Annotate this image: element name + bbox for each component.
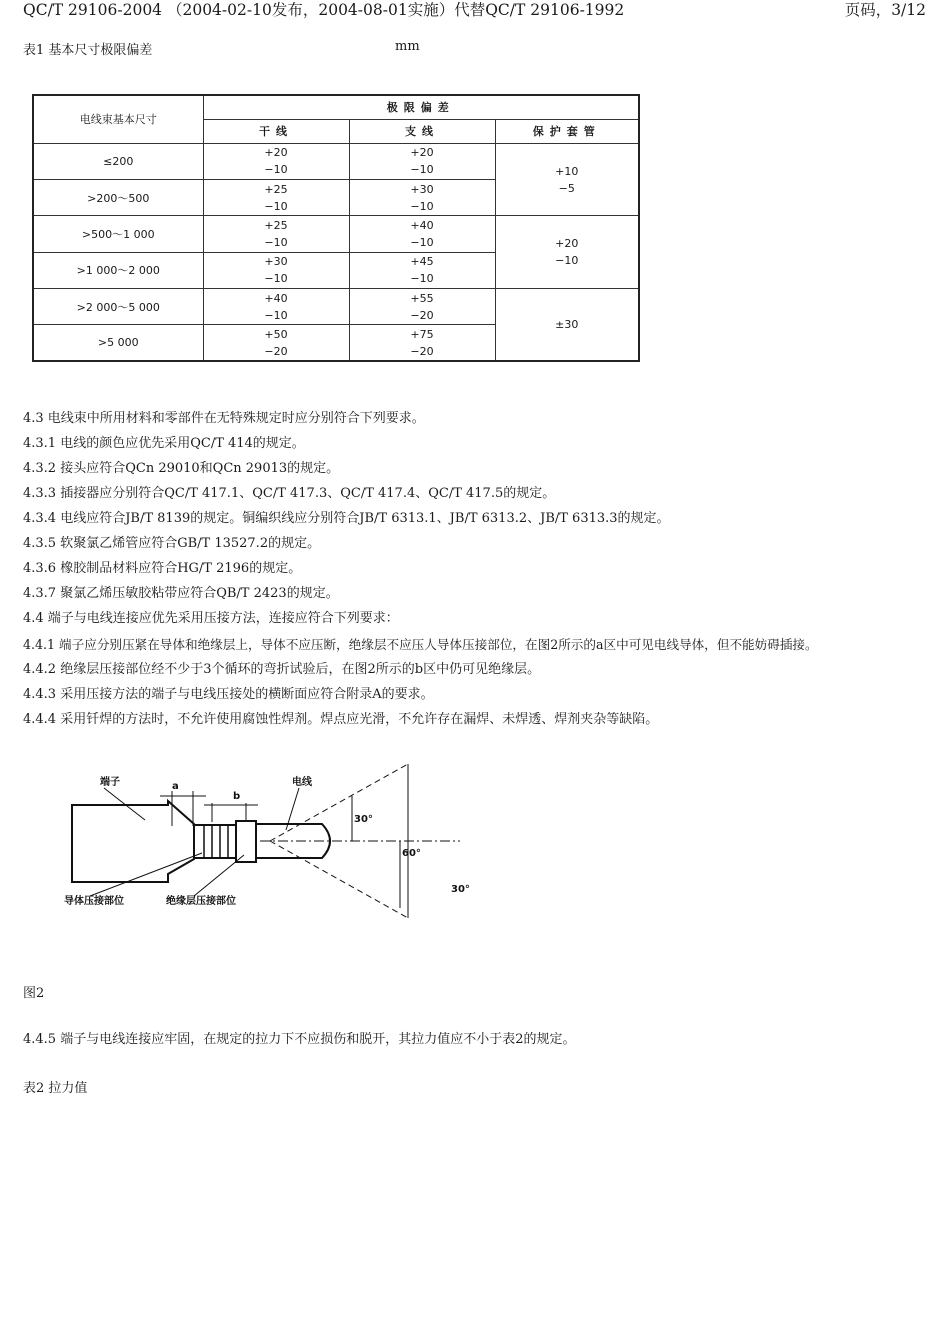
paragraph-4-3-2: 4.3.2 接头应符合QCn 29010和QCn 29013的规定。 (23, 461, 340, 476)
tolerance-table (32, 94, 640, 362)
main-cell: +20 −10 (203, 143, 349, 179)
label-terminal: 端子 (100, 777, 120, 788)
label-conductor-crimp: 导体压接部位 (64, 896, 124, 907)
paragraph-4-4-1: 4.4.1 端子应分别压紧在导体和绝缘层上，导体不应压断，绝缘层不应压人导体压接部位，在图2所示的a区中可见电线导体，但不能妨碍插接。 (23, 637, 818, 652)
header-branch-line: 支线 (349, 119, 495, 143)
label-60: 60° (402, 848, 421, 859)
paragraph-4-4-2: 4.4.2 绝缘层压接部位经不少于3个循环的弯折试验后，在图2所示的b区中仍可见绝缘层。 (23, 662, 541, 677)
paragraph-4-4: 4.4 端子与电线连接应优先采用压接方法，连接应符合下列要求： (23, 611, 399, 626)
label-30-top: 30° (354, 814, 373, 825)
header-size: 电线束基本尺寸 (33, 95, 203, 143)
paragraph-4-3-5: 4.3.5 软聚氯乙烯管应符合GB/T 13527.2的规定。 (23, 536, 321, 551)
document-title: QC/T 29106-2004 （2004-02-10发布，2004-08-01实施）代替QC/T 29106-1992 (23, 1, 625, 19)
sleeve-cell: +20 −10 (495, 216, 639, 289)
paragraph-4-4-3: 4.4.3 采用压接方法的端子与电线压接处的横断面应符合附录A的要求。 (23, 687, 434, 702)
table1-unit: mm (395, 39, 420, 54)
branch-cell: +55 −20 (349, 288, 495, 324)
page-number: 页码，3/12 (844, 1, 926, 19)
sleeve-cell: ±30 (495, 288, 639, 361)
paragraph-4-4-5: 4.4.5 端子与电线连接应牢固，在规定的拉力下不应损伤和脱开，其拉力值应不小于表2的规定。 (23, 1032, 576, 1047)
label-b: b (233, 791, 241, 802)
branch-cell: +45 −10 (349, 252, 495, 288)
figure2-caption: 图2 (23, 986, 45, 1001)
size-cell: ≤200 (33, 143, 203, 179)
main-cell: +30 −10 (203, 252, 349, 288)
main-cell: +50 −20 (203, 325, 349, 361)
page-header (0, 0, 950, 22)
table-row (33, 288, 639, 324)
label-30-bottom: 30° (451, 884, 470, 895)
size-cell: >5 000 (33, 325, 203, 361)
size-cell: >1 000～2 000 (33, 252, 203, 288)
sleeve-cell: +10 −5 (495, 143, 639, 216)
paragraph-4-3-1: 4.3.1 电线的颜色应优先采用QC/T 414的规定。 (23, 436, 305, 451)
size-cell: >2 000～5 000 (33, 288, 203, 324)
table-row (33, 216, 639, 252)
table-row (33, 143, 639, 179)
branch-cell: +40 −10 (349, 216, 495, 252)
paragraph-4-3-3: 4.3.3 插接器应分别符合QC/T 417.1、QC/T 417.3、QC/T 417.4、QC/T 417.5的规定。 (23, 486, 556, 501)
branch-cell: +75 −20 (349, 325, 495, 361)
label-wire: 电线 (292, 777, 312, 788)
paragraph-4-3-6: 4.3.6 橡胶制品材料应符合HG/T 2196的规定。 (23, 561, 302, 576)
paragraph-4-3-7: 4.3.7 聚氯乙烯压敏胶粘带应符合QB/T 2423的规定。 (23, 586, 339, 601)
label-a: a (172, 781, 179, 792)
paragraph-4-3-4: 4.3.4 电线应符合JB/T 8139的规定。铜编织线应分别符合JB/T 6313.1、JB/T 6313.2、JB/T 6313.3的规定。 (23, 511, 670, 526)
main-cell: +40 −10 (203, 288, 349, 324)
branch-cell: +30 −10 (349, 180, 495, 216)
main-cell: +25 −10 (203, 180, 349, 216)
header-sleeve: 保护套管 (495, 119, 639, 143)
header-main-line: 干线 (203, 119, 349, 143)
table2-caption: 表2 拉力值 (23, 1081, 88, 1096)
table1-caption: 表1 基本尺寸极限偏差 (23, 43, 153, 58)
label-insulation-crimp: 绝缘层压接部位 (166, 896, 236, 907)
size-cell: >500～1 000 (33, 216, 203, 252)
branch-cell: +20 −10 (349, 143, 495, 179)
size-cell: >200～500 (33, 180, 203, 216)
main-cell: +25 −10 (203, 216, 349, 252)
paragraph-4-3: 4.3 电线束中所用材料和零部件在无特殊规定时应分别符合下列要求。 (23, 411, 425, 426)
crimp-diagram (60, 758, 470, 948)
paragraph-4-4-4: 4.4.4 采用钎焊的方法时，不允许使用腐蚀性焊剂。焊点应光滑，不允许存在漏焊、未焊透、焊剂夹杂等缺陷。 (23, 712, 659, 727)
header-tolerance: 极限偏差 (203, 95, 639, 119)
